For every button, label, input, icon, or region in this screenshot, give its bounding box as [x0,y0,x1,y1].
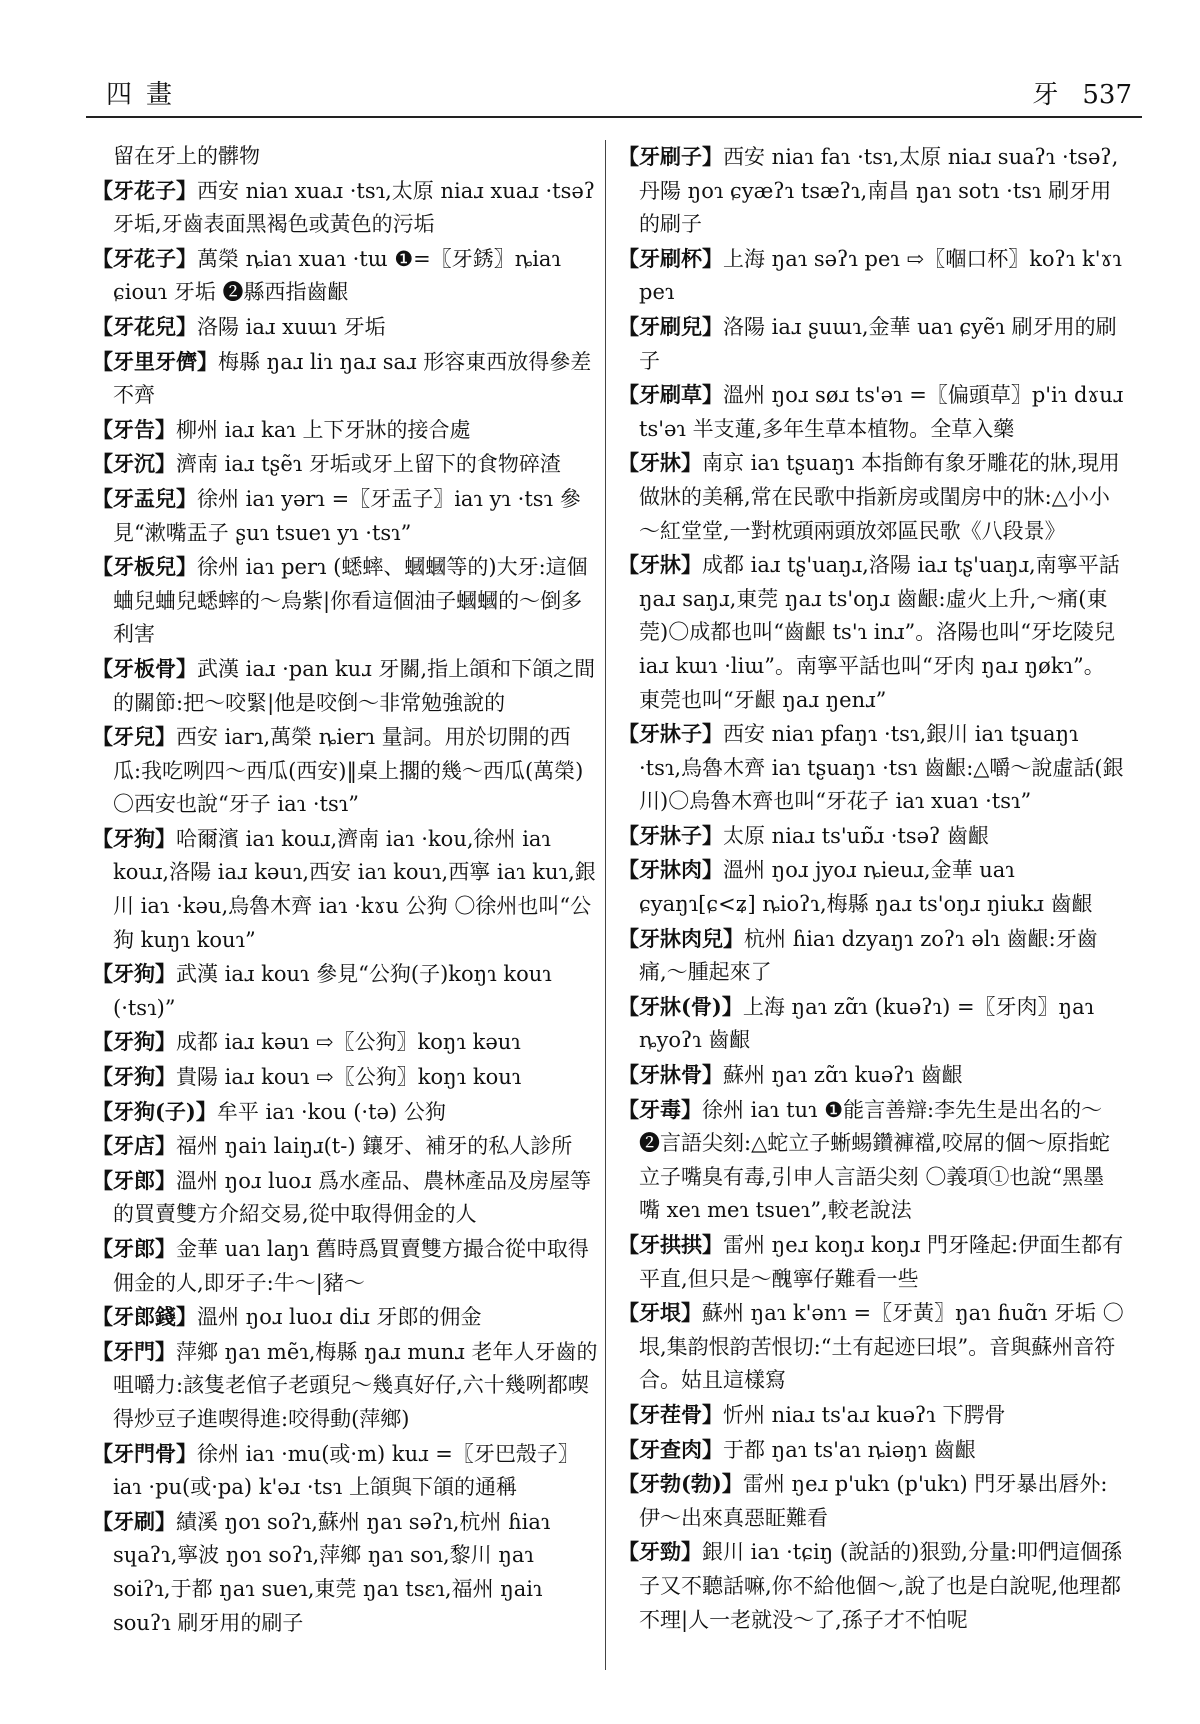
entry-definition: 武漢 iaɹ ·pan kuɹ 牙關,指上頜和下頜之間的關節:把～咬緊|他是咬倒～非常勉強說的 [113,656,596,715]
entry-definition: 洛陽 iaɹ xuɯɿ 牙垢 [197,314,386,339]
dictionary-entry [92,1437,598,1505]
dictionary-entry [92,242,598,310]
entry-definition: 溫州 ŋoɹ luoɹ 爲水產品、農林產品及房屋等的買賣雙方介紹交易,從中取得佣金的人 [113,1168,592,1227]
dictionary-entry [92,822,598,957]
entry-headword: 【牙刷杯】 [618,245,723,271]
entry-headword: 【牙狗】 [92,1064,176,1090]
entry-headword: 【牙勃(勃)】 [618,1471,743,1497]
header-right [1032,74,1132,111]
entry-definition: 武漢 iaɹ kouɿ 參見“公狗(子)koŋɿ kouɿ (·tsɿ)” [113,962,552,1020]
entry-headword: 【牙狗】 [92,1029,176,1055]
dictionary-entry [618,378,1124,446]
entry-headword: 【牙牀】 [618,450,702,476]
left-column [92,140,598,1700]
entry-definition: 溫州 ŋoɹ søɹ ts'əɿ =〖偏頭草〗p'iɿ dɤuɹ ts'əɿ 半支蓮,多年生草本植物。全草入藥 [639,383,1124,441]
dictionary-entry [92,1300,598,1335]
dictionary-entry [618,548,1124,717]
entry-definition: 蘇州 ŋaɿ k'ənɿ =〖牙黃〗ŋaɿ ɦuɑ̃ɿ 牙垢 〇垠,集韵恨韵苦恨切:“土有起迹曰垠”。音與蘇州音符合。姑且這樣寫 [639,1301,1124,1393]
dictionary-entry [92,1335,598,1437]
entry-headword: 【牙花子】 [92,177,197,203]
dictionary-entry [92,720,598,822]
entry-definition: 上海 ŋaɿ səʔɿ peɿ ⇨〖嗰口杯〗koʔɿ k'ɤɿ peɿ [639,246,1122,305]
entry-headword: 【牙牀肉兒】 [618,925,744,951]
entry-definition: 西安 niaɿ pfaŋɿ ·tsɿ,銀川 iaɿ tʂuaŋɿ ·tsɿ,烏魯木齊 iaɿ tʂuaŋɿ ·tsɿ 齒齦:△嚼～說虛話(銀川)〇烏魯木齊也叫“牙花子 iaɿ xuaɿ ·tsɿ” [639,722,1124,814]
column-divider [605,140,606,1670]
entry-headword: 【牙勁】 [618,1539,702,1565]
entry-definition: 徐州 iaɿ tuɿ ❶能言善辯:李先生是出名的～ ❷言語尖刻:△蛇立子蜥蜴鑽褲襠,咬屌的個～原指蛇立子嘴臭有毒,引申人言語尖刻 〇義項①也說“黑墨嘴 xeɿ meɿ tsueɿ”,較老說法 [639,1097,1110,1223]
entry-headword: 【牙狗】 [92,961,176,987]
entry-headword: 【牙花兒】 [92,313,197,339]
dictionary-entry [618,717,1124,819]
dictionary-entry [92,1164,598,1232]
dictionary-entry [92,1505,598,1640]
entry-headword: 【牙告】 [92,416,176,442]
entry-definition: 溫州 ŋoɹ jyoɹ ȵieuɹ,金華 uaɿ ɕyaŋɿ[ɕ<ʑ] ȵioʔɿ,梅縣 ŋaɹ ts'oŋɹ ŋiukɹ 齒齦 [639,858,1093,917]
entry-definition: 成都 iaɹ tʂ'uaŋɹ,洛陽 iaɹ tʂ'uaŋɹ,南寧平話 ŋaɹ saŋɹ,東莞 ŋaɹ ts'oŋɹ 齒齦:虛火上升,～痛(東莞)〇成都也叫“齒齦 ts'ɿ inɹ”。洛陽也叫“牙圪陵兒 iaɹ kɯɿ ·liɯ”。南寧平話也叫“牙肉 ŋaɹ ŋøkɿ”。東莞也叫“牙齦 ŋaɹ ŋenɹ” [639,553,1120,712]
dictionary-entry [92,482,598,550]
dictionary-entry [618,140,1124,242]
dictionary-entry [92,550,598,652]
entry-headword: 【牙牀】 [618,552,702,578]
entry-definition: 徐州 iaɿ perɿ (蟋蟀、蟈蟈等的)大牙:這個蛐兒蛐兒蟋蟀的～烏紫|你看這個油子蟈蟈的～倒多利害 [113,555,588,647]
dictionary-entry [618,1398,1124,1433]
entry-definition: 溫州 ŋoɹ luoɹ diɹ 牙郎的佣金 [197,1305,482,1330]
dictionary-entry [618,242,1124,310]
entry-headword: 【牙牀子】 [618,822,723,848]
entry-headword: 【牙板兒】 [92,554,197,580]
entry-headword: 【牙盂兒】 [92,485,197,511]
entry-headword: 【牙店】 [92,1133,176,1159]
entry-headword: 【牙茬骨】 [618,1401,723,1427]
entry-definition: 徐州 iaɿ yərɿ =〖牙盂子〗iaɿ yɿ ·tsɿ 參見“漱嘴盂子 ʂuɿ tsueɿ yɿ ·tsɿ” [113,486,581,545]
entry-definition: 上海 ŋaɿ zɑ̃ɿ (kuəʔɿ) =〖牙肉〗ŋaɿ ȵyoʔɿ 齒齦 [639,994,1095,1053]
entry-headword: 【牙沉】 [92,451,176,477]
dictionary-entry [618,1228,1124,1296]
entry-definition: 雷州 ŋeɹ koŋɹ koŋɹ 門牙隆起:伊面生都有平直,但只是～醜寧仔難看一些 [639,1233,1124,1291]
entry-headword: 【牙拱拱】 [618,1232,723,1257]
entry-headword: 【牙刷兒】 [618,313,723,339]
entry-definition: 南京 iaɿ tʂuaŋɿ 本指飾有象牙雕花的牀,現用做牀的美稱,常在民歌中指新房或閨房中的牀:△小小～紅堂堂,一對枕頭兩頭放郊區民歌《八段景》 [639,451,1120,543]
entry-definition: 西安 niaɿ xuaɹ ·tsɿ,太原 niaɹ xuaɹ ·tsəʔ 牙垢,牙齒表面黑褐色或黃色的污垢 [113,178,596,237]
entry-definition: 銀川 iaɿ ·tɕiŋ (說話的)狠勁,分量:叩們這個孫子又不聽話嘛,你不給他個～,說了也是白說呢,他理都不理|人一老就没～了,孫子才不怕呢 [639,1540,1123,1632]
dictionary-entry [618,1467,1124,1535]
right-column [618,140,1124,1700]
entry-headword: 【牙板骨】 [92,655,197,681]
header-char: 牙 [1032,80,1059,110]
entry-headword: 【牙狗(子)】 [92,1098,217,1124]
entry-headword: 【牙里牙儕】 [92,348,218,374]
entry-headword: 【牙牀骨】 [618,1062,723,1088]
dictionary-entry [92,413,598,448]
dictionary-entry [618,922,1124,990]
entry-definition: 洛陽 iaɹ ʂuɯɿ,金華 uaɿ ɕyẽɿ 刷牙用的刷子 [639,314,1117,373]
dictionary-entry [92,140,598,174]
entry-headword: 【牙郎】 [92,1236,176,1261]
entry-definition: 徐州 iaɿ ·mu(或·m) kuɹ =〖牙巴殼子〗iaɿ ·pu(或·pa) k'əɹ ·tsɿ 上頜與下頜的通稱 [113,1441,579,1500]
dictionary-entry [618,1535,1124,1637]
entry-definition: 西安 iarɿ,萬榮 ȵierɿ 量詞。用於切開的西瓜:我吃咧四～西瓜(西安)‖桌上擱的幾～西瓜(萬榮)〇西安也說“牙子 iaɿ ·tsɿ” [113,725,584,817]
entry-definition: 梅縣 ŋaɹ liɿ ŋaɹ saɹ 形容東西放得參差不齊 [113,349,592,408]
entry-definition: 西安 niaɿ faɿ ·tsɿ,太原 niaɹ suaʔɿ ·tsəʔ,丹陽 ŋoɿ ɕyæʔɿ tsæʔɿ,南昌 ŋaɿ sotɿ ·tsɿ 刷牙用的刷子 [639,145,1119,237]
page-header [86,70,1142,118]
entry-headword: 【牙牀肉】 [618,857,723,883]
entry-definition: 萍鄉 ŋaɿ mẽɿ,梅縣 ŋaɹ munɹ 老年人牙齒的咀嚼力:該隻老倌子老頭兒～幾真好仔,六十幾咧都喫得炒豆子進喫得進:咬得動(萍鄉) [113,1339,598,1431]
entry-definition: 留在牙上的髒物 [113,144,260,168]
dictionary-entry [618,1296,1124,1398]
dictionary-entry [618,853,1124,921]
dictionary-entry [618,1433,1124,1468]
dictionary-entry [92,1232,598,1300]
entry-definition: 柳州 iaɹ kaɿ 上下牙牀的接合處 [176,417,471,442]
entry-headword: 【牙毒】 [618,1096,702,1122]
entry-headword: 【牙牀(骨)】 [618,993,743,1019]
entry-headword: 【牙兒】 [92,724,176,750]
dictionary-entry [618,1058,1124,1093]
dictionary-entry [92,1095,598,1130]
entry-definition: 濟南 iaɹ tʂẽɿ 牙垢或牙上留下的食物碎渣 [176,452,561,477]
dictionary-entry [618,446,1124,548]
entry-definition: 太原 niaɹ ts'uɒ̃ɹ ·tsəʔ 齒齦 [723,823,990,848]
dictionary-entry [92,447,598,482]
entry-headword: 【牙郎】 [92,1167,176,1193]
dictionary-entry [618,990,1124,1058]
entry-definition: 雷州 ŋeɹ p'ukɿ (p'ukɿ) 門牙暴出唇外:伊～出來真惡眐難看 [639,1472,1108,1530]
entry-definition: 于都 ŋaɿ ts'aɿ ȵiəŋɿ 齒齦 [723,1437,976,1462]
dictionary-entry [92,957,598,1025]
entry-definition: 蘇州 ŋaɿ zɑ̃ɿ kuəʔɿ 齒齦 [723,1063,963,1088]
entry-headword: 【牙刷】 [92,1508,176,1534]
dictionary-entry [92,310,598,345]
entry-headword: 【牙門骨】 [92,1440,197,1466]
dictionary-entry [618,310,1124,378]
entry-headword: 【牙狗】 [92,825,176,851]
dictionary-entry [92,652,598,720]
entry-definition: 成都 iaɹ kəuɿ ⇨〖公狗〗koŋɿ kəuɿ [176,1030,521,1055]
entry-headword: 【牙花子】 [92,245,197,271]
entry-definition: 哈爾濱 iaɿ kouɹ,濟南 iaɿ ·kou,徐州 iaɿ kouɹ,洛陽 iaɹ kəuɿ,西安 iaɿ kouɿ,西寧 iaɿ kuɿ,銀川 iaɿ ·kəu,烏魯木齊 iaɿ ·kɤu 公狗 〇徐州也叫“公狗 kuŋɿ kouɿ” [113,826,596,952]
dictionary-entry [618,1093,1124,1228]
entry-headword: 【牙郎錢】 [92,1304,197,1330]
entry-definition: 牟平 iaɿ ·kou (·tə) 公狗 [216,1099,446,1124]
dictionary-entry [92,1025,598,1060]
entry-headword: 【牙門】 [92,1338,176,1364]
entry-headword: 【牙垠】 [618,1300,702,1326]
entry-definition: 福州 ŋaiɿ laiŋɹ(t-) 鑲牙、補牙的私人診所 [176,1134,573,1159]
dictionary-entry [92,1060,598,1095]
dictionary-entry [92,345,598,413]
entry-definition: 金華 uaɿ laŋɿ 舊時爲買賣雙方撮合從中取得佣金的人,即牙子:牛～|豬～ [113,1237,589,1295]
entry-definition: 杭州 ɦiaɿ dzyaŋɿ zoʔɿ əlɿ 齒齦:牙齒痛,～腫起來了 [639,926,1098,985]
entry-headword: 【牙查肉】 [618,1436,723,1462]
entry-headword: 【牙刷子】 [618,144,723,169]
dictionary-entry [92,174,598,242]
entry-definition: 績溪 ŋoɿ soʔɿ,蘇州 ŋaɿ səʔɿ,杭州 ɦiaɿ sɥaʔɿ,寧波 ŋoɿ soʔɿ,萍鄉 ŋaɿ soɿ,黎川 ŋaɿ soiʔɿ,于都 ŋaɿ sueɿ,東莞 ŋaɿ tsɛɿ,福州 ŋaiɿ souʔɿ 刷牙用的刷子 [113,1509,551,1635]
section-title: 四畫 [106,80,187,110]
dictionary-entry [92,1129,598,1164]
entry-definition: 貴陽 iaɹ kouɿ ⇨〖公狗〗koŋɿ kouɿ [176,1065,522,1090]
entry-headword: 【牙牀子】 [618,721,723,747]
dictionary-entry [618,819,1124,854]
entry-headword: 【牙刷草】 [618,382,723,408]
entry-definition: 萬榮 ȵiaɿ xuaɿ ·tɯ ❶=〖牙銹〗ȵiaɿ ɕiouɿ 牙垢 ❷縣西指齒齦 [113,246,561,305]
entry-definition: 忻州 niaɹ ts'aɹ kuəʔɿ 下腭骨 [723,1402,1006,1427]
page-number: 537 [1082,80,1132,110]
